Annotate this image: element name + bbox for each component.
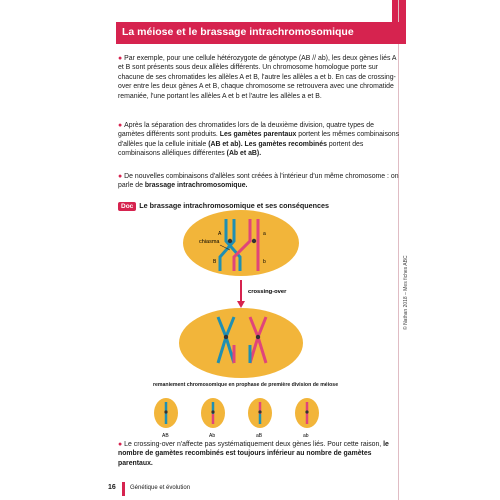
cell-after (179, 308, 303, 378)
footer-section: Génétique et évolution (130, 485, 191, 491)
paragraph-2-bold-d: (AB et ab). Les gamètes recombinés (208, 140, 327, 148)
centromere (224, 335, 228, 339)
paragraph-2-text-e: portent des combinaisons alléliques différentes (118, 140, 364, 158)
paragraph-4 (118, 440, 400, 468)
footer (108, 482, 408, 496)
centromere (228, 239, 232, 243)
title-bar (116, 22, 406, 44)
bullet-icon: ● (118, 55, 123, 62)
bullet-icon: ● (118, 441, 123, 448)
paragraph-2-bold-f: (Ab et aB). (226, 150, 262, 158)
paragraph-3-text-a: De nouvelles combinaisons d'allèles sont créées à l'intérieur d'un même chromosome : on parle de (118, 173, 399, 190)
paragraph-2-bold-b: Les gamètes parentaux (219, 131, 297, 139)
gamete-label: ab (303, 433, 309, 439)
doc-badge: Doc (118, 202, 136, 211)
gamete-Ab (201, 398, 225, 428)
paragraph-2 (118, 121, 400, 159)
allele-label-a: a (263, 231, 266, 237)
paragraph-4-text-a: Le crossing-over n'affecte pas systématiquement deux gènes liés. Pour cette raison, (124, 441, 384, 448)
paragraph-2-text-c: portent les mêmes combinaisons d'allèles que la cellule initiale (118, 131, 400, 148)
allele-label-A: A (218, 231, 222, 237)
figure-caption: remaniement chromosomique en prophase de première division de méiose (153, 382, 339, 388)
page-title: La méiose et le brassage intrachromosomique (122, 26, 354, 38)
page-number: 16 (108, 484, 116, 491)
allele-label-b: b (263, 259, 266, 265)
gamete-label: aB (256, 433, 263, 439)
paragraph-3-bold-b: brassage intrachromosomique. (144, 182, 248, 190)
gamete-label: AB (162, 433, 169, 439)
paragraph-3 (118, 172, 400, 191)
copyright-text: © Nathan 2018 – Mes fiches ABC (403, 255, 409, 330)
chiasma-label: chiasma (199, 239, 220, 245)
bullet-icon: ● (118, 122, 123, 129)
centromere (252, 239, 256, 243)
gamete-ab (295, 398, 319, 428)
centromere (256, 335, 260, 339)
footer-accent-bar (122, 482, 125, 496)
paragraph-1-text: Par exemple, pour une cellule hétérozygote de génotype (AB // ab), les deux gènes liés A et B sont présents sous deux allèles différents. Un chromosome homologue porte sur chacune de ses chromatides les allèles A et B, l'autre les allèles a et b. En cas de crossing-over entre les deux gènes A et B, chaque chromosome se retrouvera avec une chromatide remaniée, l'une portant les allèles A et b et l'autre les allèles a et B. (118, 55, 397, 100)
gamete-AB (154, 398, 178, 428)
paragraph-4-bold-b: le nombre de gamètes recombinés est toujours inférieur au nombre de gamètes parentaux. (118, 441, 389, 467)
paragraph-2-text-a: Après la séparation des chromatides lors de la deuxième division, quatre types de gamètes différents sont produits. (118, 122, 374, 139)
page (108, 0, 408, 500)
arrow-label: crossing-over (248, 289, 287, 295)
gamete-aB (248, 398, 272, 428)
arrow-head-icon (237, 301, 245, 308)
allele-label-B: B (213, 259, 217, 265)
paragraph-1 (118, 54, 400, 101)
doc-title: Le brassage intrachromosomique et ses conséquences (139, 201, 330, 210)
meiosis-figure (108, 205, 408, 445)
bullet-icon: ● (118, 173, 123, 180)
gamete-label: Ab (209, 433, 216, 439)
